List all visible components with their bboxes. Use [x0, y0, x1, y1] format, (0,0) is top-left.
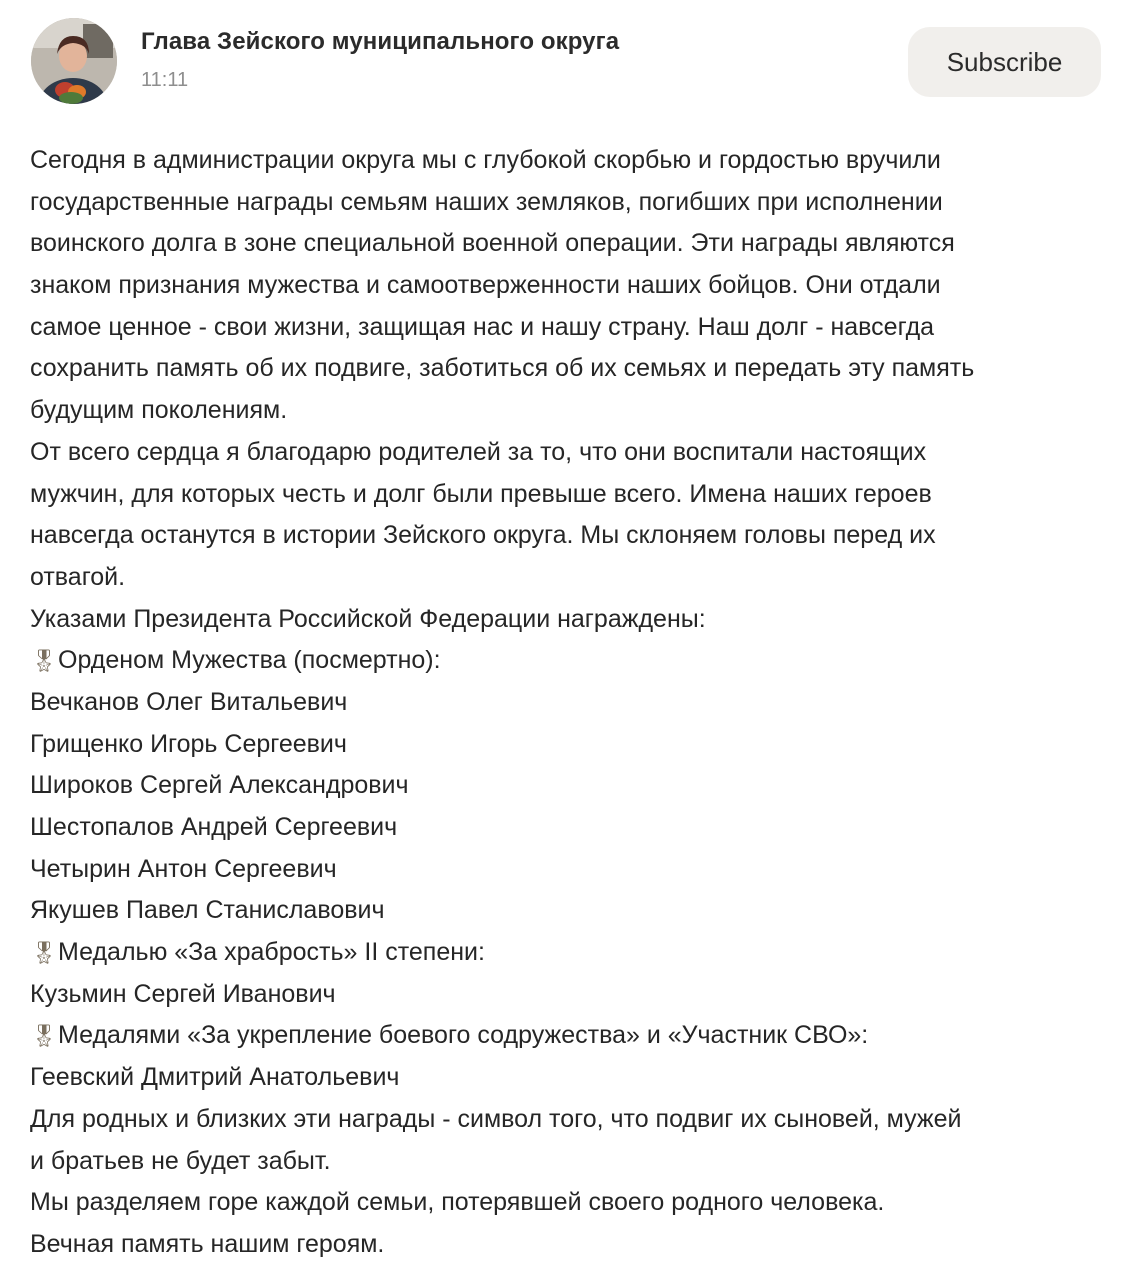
- post-text-line: От всего сердца я благодарю родителей за то, что они воспитали настоящих: [30, 437, 927, 466]
- recipient-name: Вечканов Олег Витальевич: [30, 687, 348, 716]
- recipient-name: Геевский Дмитрий Анатольевич: [30, 1063, 400, 1092]
- post-text-line: Указами Президента Российской Федерации награждены:: [30, 604, 706, 633]
- post-header: [0, 0, 1148, 120]
- post-text-line: Сегодня в администрации округа мы с глубокой скорбью и гордостью вручили: [30, 146, 941, 174]
- post-body: [30, 140, 1130, 1266]
- post-text-line: отвагой.: [30, 562, 126, 591]
- medal-icon: 🎖: [30, 1023, 58, 1049]
- recipient-name: Кузьмин Сергей Иванович: [30, 979, 336, 1008]
- post-text-line: самое ценное - свои жизни, защищая нас и нашу страну. Наш долг - навсегда: [30, 312, 935, 341]
- award-heading-cooperation-medals: [30, 1015, 1130, 1057]
- post-text-line: государственные награды семьям наших земляков, погибших при исполнении: [30, 187, 943, 216]
- award-heading-text: Медалью «За храбрость» II степени:: [58, 938, 485, 967]
- recipient-name: Широков Сергей Александрович: [30, 771, 409, 800]
- award-heading-text: Медалями «За укрепление боевого содружества» и «Участник СВО»:: [58, 1021, 869, 1050]
- award-heading-text: Орденом Мужества (посмертно):: [58, 646, 441, 675]
- post-text-line: навсегда останутся в истории Зейского округа. Мы склоняем головы перед их: [30, 521, 936, 550]
- recipient-name: Четырин Антон Сергеевич: [30, 854, 337, 883]
- recipient-name: Якушев Павел Станиславович: [30, 896, 385, 925]
- post-timestamp: 11:11: [141, 69, 189, 91]
- post-text-line: сохранить память об их подвиге, заботиться об их семьях и передать эту память: [30, 354, 975, 383]
- subscribe-button[interactable]: Subscribe: [908, 27, 1101, 97]
- avatar[interactable]: [31, 18, 117, 104]
- post-text-line: воинского долга в зоне специальной военной операции. Эти награды являются: [30, 229, 955, 258]
- post-text-line: будущим поколениям.: [30, 396, 288, 425]
- post-text-line: мужчин, для которых честь и долг были превыше всего. Имена наших героев: [30, 479, 932, 508]
- recipient-name: Грищенко Игорь Сергеевич: [30, 729, 347, 758]
- author-name[interactable]: Глава Зейского муниципального округа: [141, 28, 620, 55]
- medal-icon: 🎖: [30, 648, 58, 674]
- award-heading-order-of-courage: [30, 640, 1130, 682]
- post-text-line: Для родных и близких эти награды - символ того, что подвиг их сыновей, мужей: [30, 1104, 962, 1133]
- recipient-name: Шестопалов Андрей Сергеевич: [30, 813, 398, 841]
- medal-icon: 🎖: [30, 940, 58, 966]
- post-text-line: Вечная память нашим героям.: [30, 1229, 385, 1258]
- award-heading-bravery-medal: [30, 932, 1130, 974]
- post-text-line: Мы разделяем горе каждой семьи, потерявшей своего родного человека.: [30, 1188, 885, 1217]
- post-text-line: и братьев не будет забыт.: [30, 1146, 331, 1175]
- avatar-photo: [31, 18, 117, 104]
- post-text-line: знаком признания мужества и самоотверженности наших бойцов. Они отдали: [30, 271, 941, 300]
